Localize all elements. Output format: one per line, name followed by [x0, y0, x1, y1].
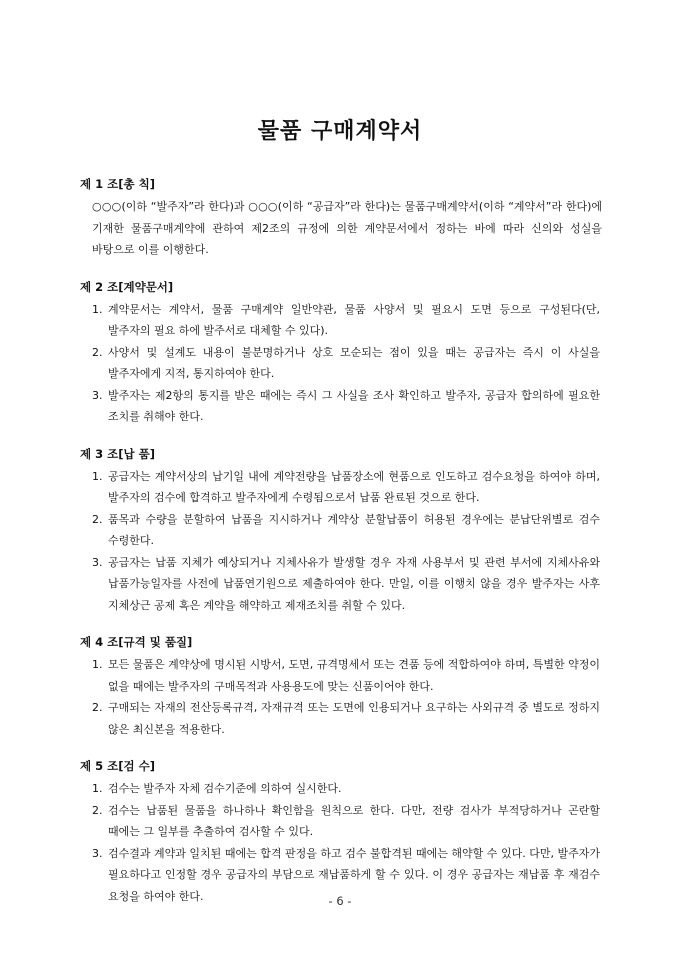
- clause-number: 1.: [92, 658, 103, 671]
- article-clause-list: [80, 654, 602, 740]
- article-3: [80, 446, 602, 617]
- clause-item: [80, 299, 602, 342]
- clause-item: [80, 385, 602, 428]
- document-title: 물품 구매계약서: [257, 119, 423, 144]
- article-clause-list: [80, 778, 602, 907]
- clause-number: 2.: [92, 701, 103, 714]
- page-number: - 6 -: [328, 894, 352, 908]
- clause-text: 계약문서는 계약서, 물품 구매계약 일반약관, 물품 사양서 및 필요시 도면 등으로 구성된다(단, 발주자의 필요 하에 발주서로 대체할 수 있다).: [108, 302, 600, 337]
- article-4: [80, 634, 602, 740]
- clause-text: 검수는 발주자 자체 검수기준에 의하여 실시한다.: [108, 782, 342, 795]
- clause-item: [80, 778, 602, 800]
- clause-text: 공급자는 계약서상의 납기일 내에 계약전량을 납품장소에 현품으로 인도하고 검수요청을 하여야 하며, 발주자의 검수에 합격하고 발주자에게 수령됨으로서 납품 완료된 것으로 한다.: [108, 469, 600, 504]
- clause-text: 공급자는 납품 지체가 예상되거나 지체사유가 발생할 경우 자재 사용부서 및 관련 부서에 지체사유와 납품가능일자를 사전에 납품연기원으로 제출하여야 한다. 만일, 이를 이행치 않을 경우 발주자는 사후 지체상근 공제 혹은 계약을 해약하고 제재조치를 취할 수 있다.: [108, 555, 600, 612]
- clause-item: [80, 342, 602, 385]
- clause-number: 3.: [92, 846, 103, 860]
- article-heading: 제 4 조[규격 및 품질]: [80, 635, 193, 649]
- clause-item: [80, 654, 602, 697]
- clause-text: 사양서 및 설계도 내용이 불분명하거나 상호 모순되는 점이 있을 때는 공급자는 즉시 이 사실을 발주자에게 지적, 통지하여야 한다.: [108, 345, 600, 380]
- article-heading: 제 3 조[납 품]: [80, 446, 155, 461]
- clause-text: 발주자는 제2항의 통지를 받은 때에는 즉시 그 사실을 조사 확인하고 발주자, 공급자 합의하에 필요한 조치를 취해야 한다.: [108, 388, 600, 423]
- clause-item: [80, 552, 602, 617]
- article-5: [80, 758, 602, 907]
- clause-number: 1.: [92, 782, 103, 795]
- clause-text: 검수결과 계약과 일치된 때에는 합격 판정을 하고 검수 불합격된 때에는 해약할 수 있다. 다만, 발주자가 필요하다고 인정할 경우 공급자의 부담으로 재납품하게 할 수 있다. 이 경우 공급자는 재납품 후 재검수 요청을 하여야 한다.: [108, 846, 600, 903]
- clause-item: [80, 697, 602, 740]
- clause-item: [80, 466, 602, 509]
- article-2: [80, 279, 602, 428]
- article-heading: 제 5 조[검 수]: [80, 759, 155, 773]
- clause-item: [80, 509, 602, 552]
- clause-text: 품목과 수량을 분할하여 납품을 지시하거나 계약상 분할납품이 허용된 경우에는 분납단위별로 검수 수령한다.: [108, 512, 600, 547]
- article-heading: 제 2 조[계약문서]: [80, 279, 174, 294]
- article-clause-list: [80, 466, 602, 617]
- document-body: [80, 176, 602, 925]
- clause-number: 1.: [92, 302, 103, 316]
- clause-text: 검수는 납품된 물품을 하나하나 확인함을 원칙으로 한다. 다만, 전량 검사가 부적당하거나 곤란할 때에는 그 일부를 추출하여 검사할 수 있다.: [108, 803, 600, 838]
- clause-text: 모든 물품은 계약상에 명시된 시방서, 도면, 규격명세서 또는 견품 등에 적합하여야 하며, 특별한 약정이 없을 때에는 발주자의 구매목적과 사용용도에 맞는 신품이어야 한다.: [108, 658, 600, 693]
- clause-number: 1.: [92, 469, 103, 483]
- article-clause-list: [80, 299, 602, 428]
- article-1: [80, 176, 602, 261]
- clause-item: [80, 800, 602, 843]
- clause-text: 구매되는 자재의 전산등록규격, 자재규격 또는 도면에 인용되거나 요구하는 사외규격 중 별도로 정하지 않은 최신본을 적용한다.: [108, 701, 600, 736]
- article-paragraph: ○○○(이하 “발주자”라 한다)과 ○○○(이하 “공급자”라 한다)는 물품구매계약서(이하 “계약서”라 한다)에 기재한 물품구매계약에 관하여 제2조의 규정에 의한 계약문서에서 정하는 바에 따라 신의와 성실을 바탕으로 이를 이행한다.: [92, 200, 602, 256]
- clause-number: 2.: [92, 512, 103, 526]
- clause-number: 3.: [92, 555, 103, 569]
- article-heading: 제 1 조[총 칙]: [80, 177, 155, 191]
- clause-number: 3.: [92, 388, 103, 402]
- clause-number: 2.: [92, 803, 103, 817]
- clause-number: 2.: [92, 345, 103, 359]
